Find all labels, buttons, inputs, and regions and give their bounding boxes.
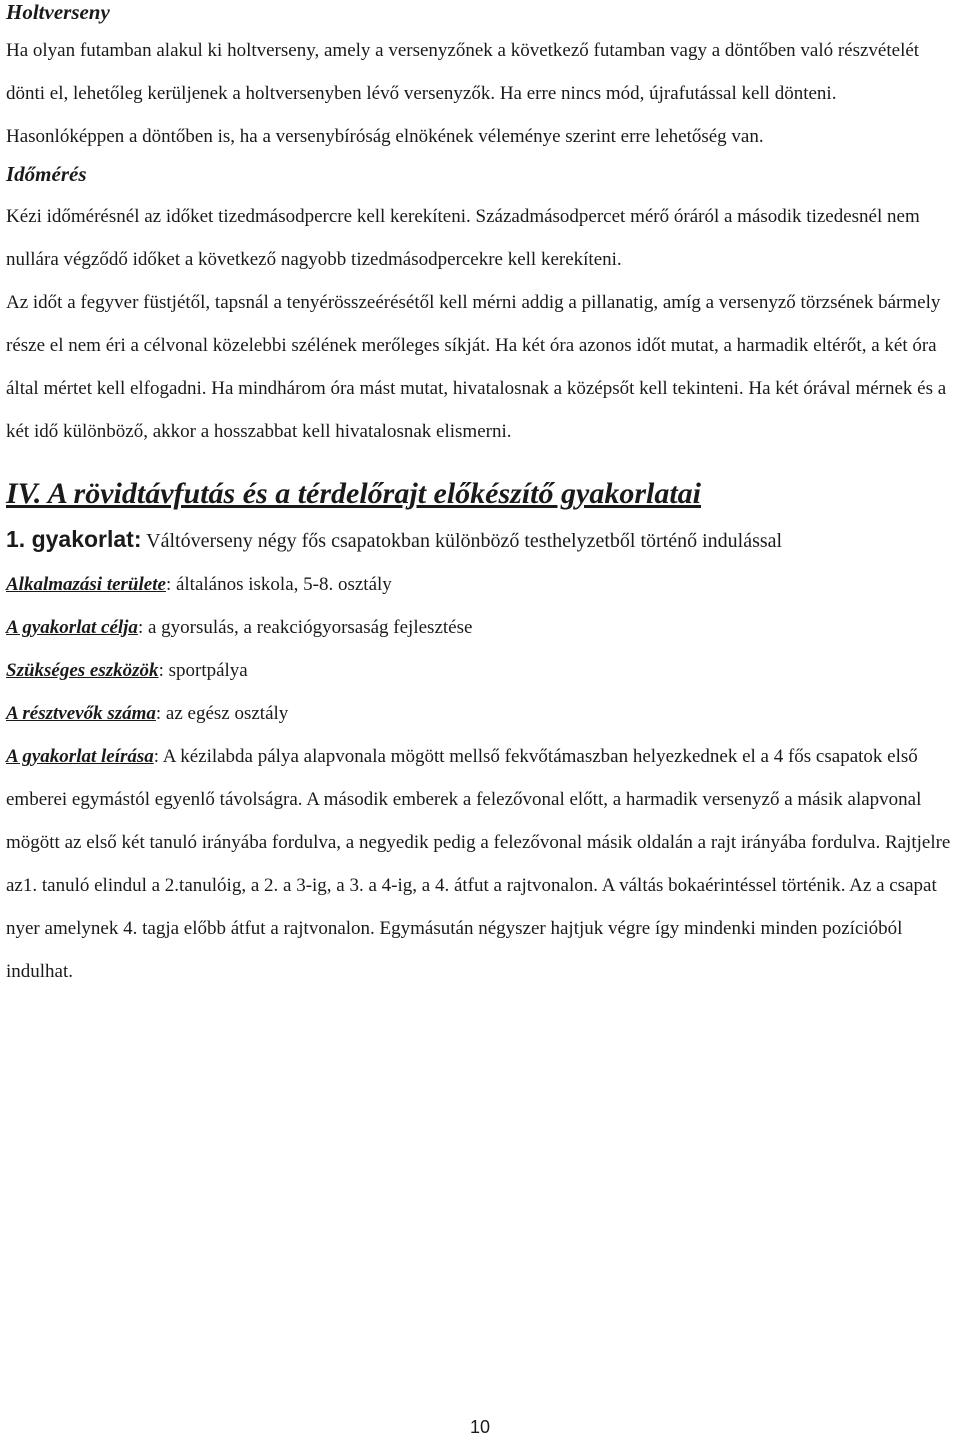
field-value: : az egész osztály: [155, 703, 289, 724]
paragraph-holtverseny: Ha olyan futamban alakul ki holtverseny, amely a versenyzőnek a következő futamban vagy a döntőben való részvételét dönti el, lehetőleg kerüljenek a holtversenyben lévő versenyzők. Ha erre nincs mód, újrafutással kell dönteni. Hasonlóképpen a döntőben is, ha a versenybíróság elnökének véleménye szerint erre lehetőség van.: [6, 40, 920, 147]
field-row-resztvevok-szama: [6, 692, 958, 735]
section-title-holtverseny: Holtverseny: [6, 0, 110, 24]
field-value: : sportpálya: [158, 660, 248, 681]
field-value: : általános iskola, 5-8. osztály: [165, 574, 392, 595]
field-row-gyakorlat-celja: [6, 606, 958, 649]
field-row-szukseges-eszkozok: [6, 649, 958, 692]
paragraph-idomeres-1: Kézi időmérésnél az időket tizedmásodpercre kell kerekíteni. Századmásodpercet mérő óráról a második tizedesnél nem nullára végződő időket a következő nagyobb tizedmásodpercekre kell kerekíteni.: [6, 206, 920, 270]
field-label: A gyakorlat célja: [6, 617, 138, 638]
document-page: [6, 0, 958, 993]
page-number: 10: [469, 1417, 491, 1437]
field-row-alkalmazasi-terulete: [6, 563, 958, 606]
field-value: : A kézilabda pálya alapvonala mögött mellső fekvőtámaszban helyezkednek el a 4 fős csapatok első emberei egymástól egyenlő távolságra. A második emberek a felezővonal előtt, a harmadik versenyző a másik alapvonal mögött az első két tanuló irányába fordulva, a negyedik pedig a felezővonal másik oldalán a rajt irányába fordulva. Rajtjelre az1. tanuló elindul a 2.tanulóig, a 2. a 3-ig, a 3. a 4-ig, a 4. átfut a rajtvonalon. A váltás bokaérintéssel történik. Az a csapat nyer amelynek 4. tagja előbb átfut a rajtvonalon. Egymásután négyszer hajtjuk végre így mindenki minden pozícióból indulhat.: [6, 746, 951, 982]
exercise-heading: [6, 518, 958, 563]
section-title-idomeres: Időmérés: [6, 162, 87, 186]
paragraph-idomeres-2: Az időt a fegyver füstjétől, tapsnál a tenyérösszeérésétől kell mérni addig a pillanatig, amíg a versenyző törzsének bármely része el nem éri a célvonal közelebbi szélének merőleges síkját. Ha két óra azonos időt mutat, a harmadik eltérőt, a két óra által mértet kell elfogadni. Ha mindhárom óra mást mutat, hivatalosnak a középsőt kell tekinteni. Ha két órával mérnek és a két idő különböző, akkor a hosszabbat kell hivatalosnak elismerni.: [6, 292, 947, 442]
exercise-number: 1. gyakorlat:: [6, 526, 142, 552]
chapter-title: IV. A rövidtávfutás és a térdelőrajt előkészítő gyakorlatai: [6, 477, 702, 510]
field-label: Szükséges eszközök: [6, 660, 159, 681]
field-label: Alkalmazási területe: [6, 574, 166, 595]
field-row-gyakorlat-leirasa: [6, 735, 958, 993]
field-label: A gyakorlat leírása: [6, 746, 154, 767]
field-label: A résztvevők száma: [6, 703, 156, 724]
exercise-name: Váltóverseny négy fős csapatokban különböző testhelyzetből történő indulással: [141, 530, 783, 552]
field-value: : a gyorsulás, a reakciógyorsaság fejlesztése: [137, 617, 473, 638]
